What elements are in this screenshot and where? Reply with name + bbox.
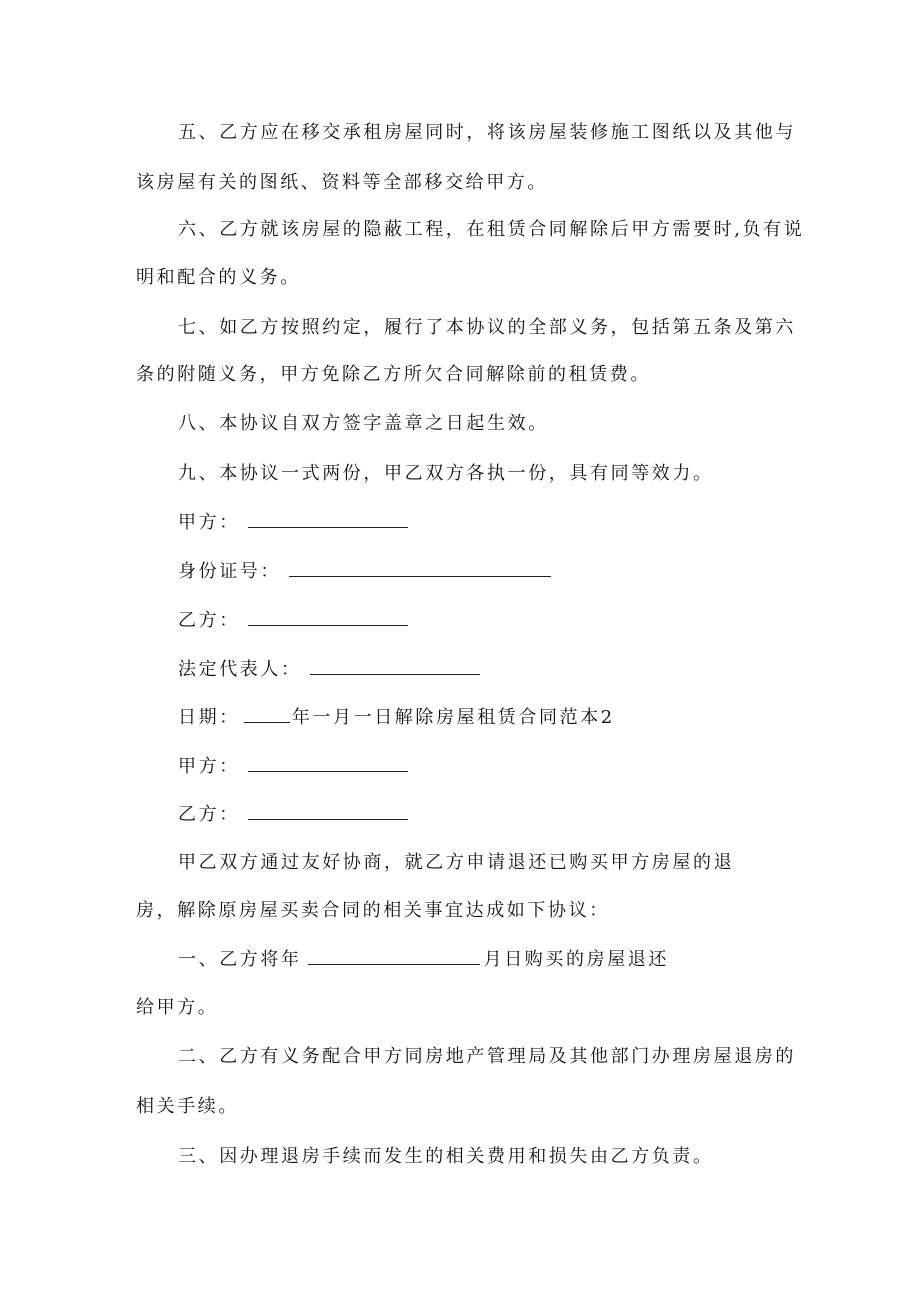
item-2-line-2: 相关手续。: [136, 1096, 239, 1117]
signature2-party-b-blank: [248, 801, 408, 820]
item-1-line-1: [178, 946, 669, 973]
signature-legal-rep-label: 法定代表人：: [178, 659, 302, 680]
clause-8: 八、本协议自双方签字盖章之日起生效。: [178, 413, 549, 434]
clause-6-line-1: 六、乙方就该房屋的隐蔽工程，在租赁合同解除后甲方需要时,负有说: [178, 219, 805, 240]
signature-id-number: [178, 558, 551, 585]
date-line: [178, 704, 615, 731]
signature-id-number-blank: [289, 558, 551, 577]
clause-7-line-1: 七、如乙方按照约定，履行了本协议的全部义务，包括第五条及第六: [178, 317, 796, 338]
date-year-blank: [244, 704, 290, 723]
signature2-party-a-label: 甲方：: [178, 756, 240, 777]
signature-party-a: [178, 509, 408, 536]
clause-5-line-1: 五、乙方应在移交承租房屋同时，将该房屋装修施工图纸以及其他与: [178, 122, 796, 143]
signature-party-b: [178, 607, 408, 634]
clause-5-line-2: 该房屋有关的图纸、资料等全部移交给甲方。: [136, 172, 548, 193]
clause-6-line-2: 明和配合的义务。: [136, 267, 301, 288]
item-3: 三、因办理退房手续而发生的相关费用和损失由乙方负责。: [178, 1146, 714, 1167]
signature-party-a-label: 甲方：: [178, 512, 240, 533]
item-1-line-2: 给甲方。: [136, 997, 219, 1018]
item-1-suffix: 月日购买的房屋退还: [483, 949, 670, 970]
clause-9: 九、本协议一式两份，甲乙双方各执一份，具有同等效力。: [178, 463, 714, 484]
date-label: 日期：: [178, 707, 240, 728]
intro-line-1: 甲乙双方通过友好协商，就乙方申请退还已购买甲方房屋的退: [178, 852, 735, 873]
clause-7-line-2: 条的附随义务，甲方免除乙方所欠合同解除前的租赁费。: [136, 364, 651, 385]
signature2-party-a: [178, 753, 408, 780]
intro-line-2: 房，解除原房屋买卖合同的相关事宜达成如下协议：: [136, 900, 610, 921]
item-1-blank: [308, 946, 480, 965]
signature-party-a-blank: [248, 509, 408, 528]
date-rest: 年一月一日解除房屋租赁合同范本2: [291, 707, 615, 728]
signature2-party-b: [178, 801, 408, 828]
signature-legal-rep-blank: [310, 656, 480, 675]
signature2-party-a-blank: [248, 753, 408, 772]
signature2-party-b-label: 乙方：: [178, 804, 240, 825]
signature-party-b-label: 乙方：: [178, 610, 240, 631]
signature-party-b-blank: [248, 607, 408, 626]
item-2-line-1: 二、乙方有义务配合甲方同房地产管理局及其他部门办理房屋退房的: [178, 1046, 796, 1067]
signature-legal-rep: [178, 656, 480, 683]
item-1-prefix: 一、乙方将年: [178, 949, 302, 970]
signature-id-number-label: 身份证号：: [178, 561, 281, 582]
